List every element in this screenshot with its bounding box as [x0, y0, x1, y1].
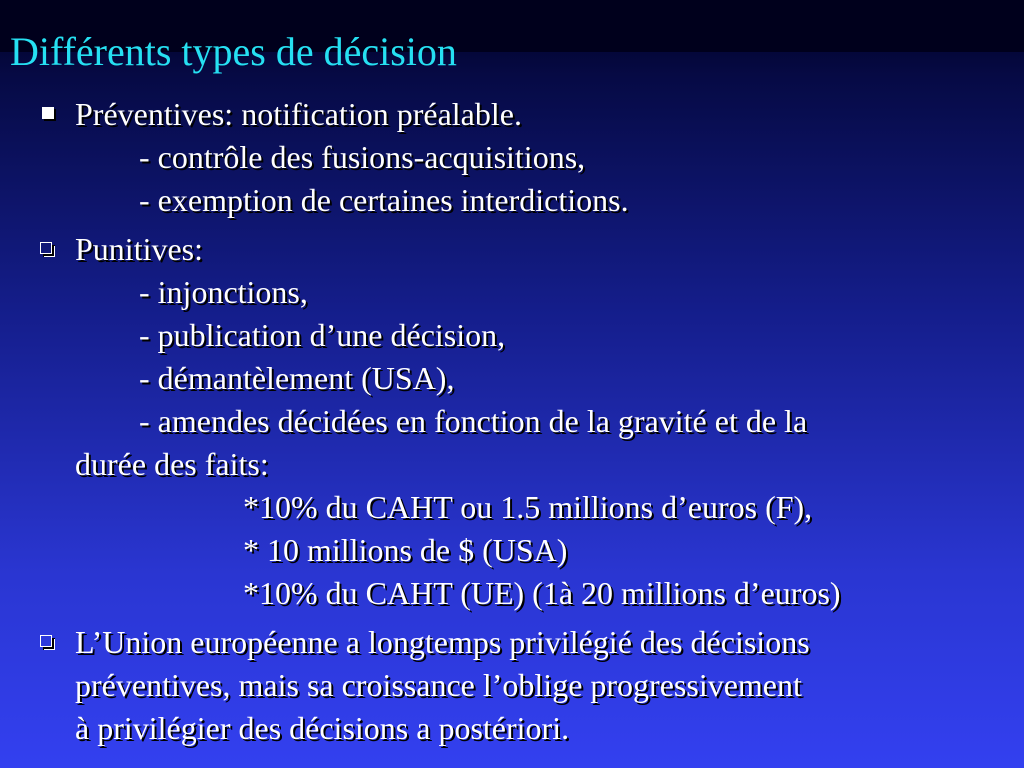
penalty-item: * 10 millions de $ (USA) [243, 532, 568, 568]
bullet-subitem: - contrôle des fusions-acquisitions, [139, 139, 586, 175]
bullet-subitem: - exemption de certaines interdictions. [139, 182, 629, 218]
bullet-subitem: - démantèlement (USA), [139, 360, 455, 396]
bullet-subitem: - amendes décidées en fonction de la gravité et de la [139, 403, 808, 439]
bullet-subitem-continuation: durée des faits: [75, 446, 269, 482]
bullet-list [0, 93, 1024, 756]
bullet-text-line: préventives, mais sa croissance l’oblige progressivement [75, 667, 802, 703]
bullet-punitives [0, 228, 1024, 615]
bullet-union-europeenne [0, 621, 1024, 750]
bullet-heading: Punitives: [75, 231, 204, 267]
bullet-subitem: - injonctions, [139, 274, 308, 310]
penalty-item: *10% du CAHT ou 1.5 millions d’euros (F), [243, 489, 813, 525]
bullet-text-line: à privilégier des décisions a postériori. [75, 710, 570, 746]
penalty-item: *10% du CAHT (UE) (1à 20 millions d’euros) [243, 575, 841, 611]
bullet-text-line: L’Union européenne a longtemps privilégié des décisions [75, 624, 810, 660]
bullet-heading: Préventives: notification préalable. [75, 96, 522, 132]
filled-square-icon [42, 107, 54, 119]
hollow-box-icon [40, 242, 52, 254]
bullet-subitem: - publication d’une décision, [139, 317, 506, 353]
slide-title: Différents types de décision [10, 29, 457, 74]
bullet-preventives [0, 93, 1024, 222]
hollow-box-icon [40, 635, 52, 647]
